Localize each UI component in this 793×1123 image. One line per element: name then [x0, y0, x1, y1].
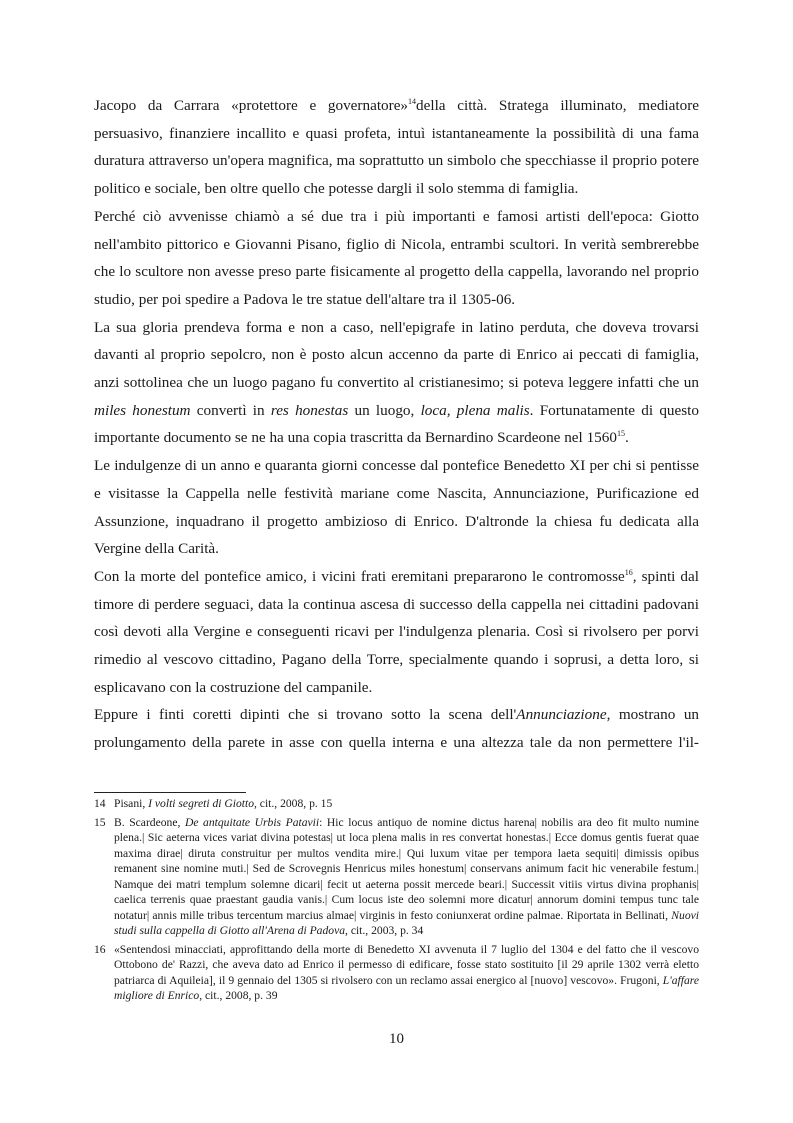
footnote-number: 15 — [94, 815, 106, 829]
text-run: . — [624, 429, 629, 447]
footnote-ref-16[interactable]: 16 — [624, 567, 633, 577]
page-number: 10 — [389, 1031, 404, 1047]
text-run: : Hic locus antiquo de nomine dictus harena| nobilis ara deo fit multo numine plena.| Sic aeterna vices variat divina potestas| ut loca plena malis in res convertat honestas.| Ecce domus gentis fuerat quae maxima dirae| diruta construitur per multos vendita mire.| Qui luxum vitae per tempora laeta sequiti| dimissis opibus remanent sine nomine muti.| Sed de Scrovegnis Henricus miles honestum| conservans animum facit hic venerabile festum.| Namque dei matri templum solemne dicari| fecit ut aeterna possit mercede beari.| Successit vitiis virtus divina prophanis| caelica terrenis quae praestant gaudia vanis.| Cum locus iste deo solemni more dicatur| annorum domini tempus tunc tale notatur| annis mille tribus tercentum marcius almae| virginis in festo coniunxerat ordine palmae. Riportata in Bellinati, — [114, 815, 699, 922]
text-run: Le indulgenze di un anno e quaranta giorni concesse dal pontefice Benedetto XI per chi si pentisse e visitasse la Cappella nelle festività mariane come Nascita, Annunciazione, Purificazione ed Assunzione, inquadrano il progetto ambizioso di Enrico. D'altronde la chiesa fu dedicata alla Vergine della Carità. — [94, 457, 699, 558]
footnote-ref-15[interactable]: 15 — [616, 429, 625, 439]
footnote-text — [114, 815, 699, 939]
italic-term: loca, plena malis — [420, 401, 530, 419]
text-run: , spinti dal timore di perdere seguaci, data la continua ascesa di successo della cappella nei cittadini padovani così devoti alla Vergine e conseguenti ricavi per l'indulgenza plenaria. Così si rivolsero per porvi rimedio al vescovo cittadino, Pagano della Torre, specialmente quando i soprusi, a detta loro, si esplicavano con la costruzione del campanile. — [94, 567, 699, 696]
footnote-number: 16 — [94, 942, 106, 956]
text-run: , cit., 2003, p. 34 — [345, 924, 424, 937]
footnote-text — [114, 796, 699, 812]
body-text — [94, 92, 699, 757]
paragraph-5 — [94, 563, 699, 702]
text-run: «Sentendosi minacciati, approfittando della morte di Benedetto XI avvenuta il 7 luglio del 1304 e del fatto che il vescovo Ottobono de' Razzi, che aveva dato ad Enrico il permesso di edificare, fosse stato sostituito [il 29 aprile 1302 verrà eletto patriarca di Aquileia], il 9 gennaio del 1305 si rivolsero con un reclamo assai energico al [nuovo] vescovo». Frugoni, — [114, 942, 699, 987]
italic-term: Annunciazione — [516, 706, 607, 724]
footnote-separator — [94, 792, 246, 793]
text-run: La sua gloria prendeva forma e non a caso, nell'epigrafe in latino perduta, che doveva trovarsi davanti al proprio sepolcro, non è posto alcun accenno da parte di Enrico ai peccati di famiglia, anzi sottolinea che un luogo pagano fu convertito al cristianesimo; si poteva leggere infatti che un — [94, 318, 699, 392]
paragraph-1 — [94, 92, 699, 203]
text-run: . Fortunatamente di questo importante documento se ne ha una copia trascritta da Bernardino Scardeone nel 1560 — [94, 401, 699, 447]
text-run: Pisani, — [114, 797, 149, 810]
footnote-14 — [94, 796, 699, 812]
italic-title: Nuovi studi sulla cappella di Giotto all'Arena di Padova — [114, 908, 699, 937]
text-run: convertì in — [190, 401, 271, 419]
text-run: , cit., 2008, p. 39 — [199, 989, 278, 1002]
text-run: Jacopo da Carrara «protettore e governatore» — [94, 97, 409, 114]
text-run: Eppure i finti coretti dipinti che si trovano sotto la scena dell' — [94, 706, 517, 724]
paragraph-6 — [94, 701, 699, 756]
italic-term: res honestas — [270, 401, 349, 419]
footnote-text — [114, 942, 699, 1004]
italic-title: L'affare migliore di Enrico — [114, 973, 699, 1002]
footnote-15 — [94, 815, 699, 939]
footnote-number: 14 — [94, 797, 106, 810]
text-run: B. Scardeone, — [114, 815, 185, 829]
text-run: un luogo, — [348, 401, 421, 419]
text-run: Con la morte del pontefice amico, i vicini frati eremitani prepararono le contromosse — [94, 567, 625, 585]
footnotes — [94, 792, 699, 1007]
text-run: Perché ciò avvenisse chiamò a sé due tra i più importanti e famosi artisti dell'epoca: Giotto nell'ambito pittorico e Giovanni Pisano, figlio di Nicola, entrambi scultori. In verità sembrerebbe che lo scultore non avesse preso parte fisicamente al progetto della cappella, lavorando nel proprio studio, per poi spedire a Padova le tre statue dell'altare tra il 1305-06. — [94, 207, 699, 308]
paragraph-2 — [94, 203, 699, 314]
text-run: della città. Stratega illuminato, mediatore persuasivo, finanziere incallito e quasi profeta, intuì istantaneamente la possibilità di una fama duratura attraverso un'opera magnifica, ma soprattutto un simbolo che specchiasse il proprio potere politico e sociale, ben oltre quello che potesse dargli il solo stemma di famiglia. — [94, 97, 699, 198]
paragraph-4 — [94, 452, 699, 563]
text-run: , cit., 2008, p. 15 — [254, 797, 333, 810]
italic-term: miles honestum — [94, 401, 191, 419]
italic-title: De antquitate Urbis Patavii — [184, 815, 320, 829]
text-run: , mostrano un prolungamento della parete in asse con quella interna e una altezza tale da non permettere l'il- — [94, 706, 700, 752]
footnote-ref-14[interactable]: 14 — [408, 97, 417, 106]
footnote-16 — [94, 942, 699, 1004]
italic-title: I volti segreti di Giotto — [148, 797, 254, 810]
paragraph-3 — [94, 314, 699, 453]
